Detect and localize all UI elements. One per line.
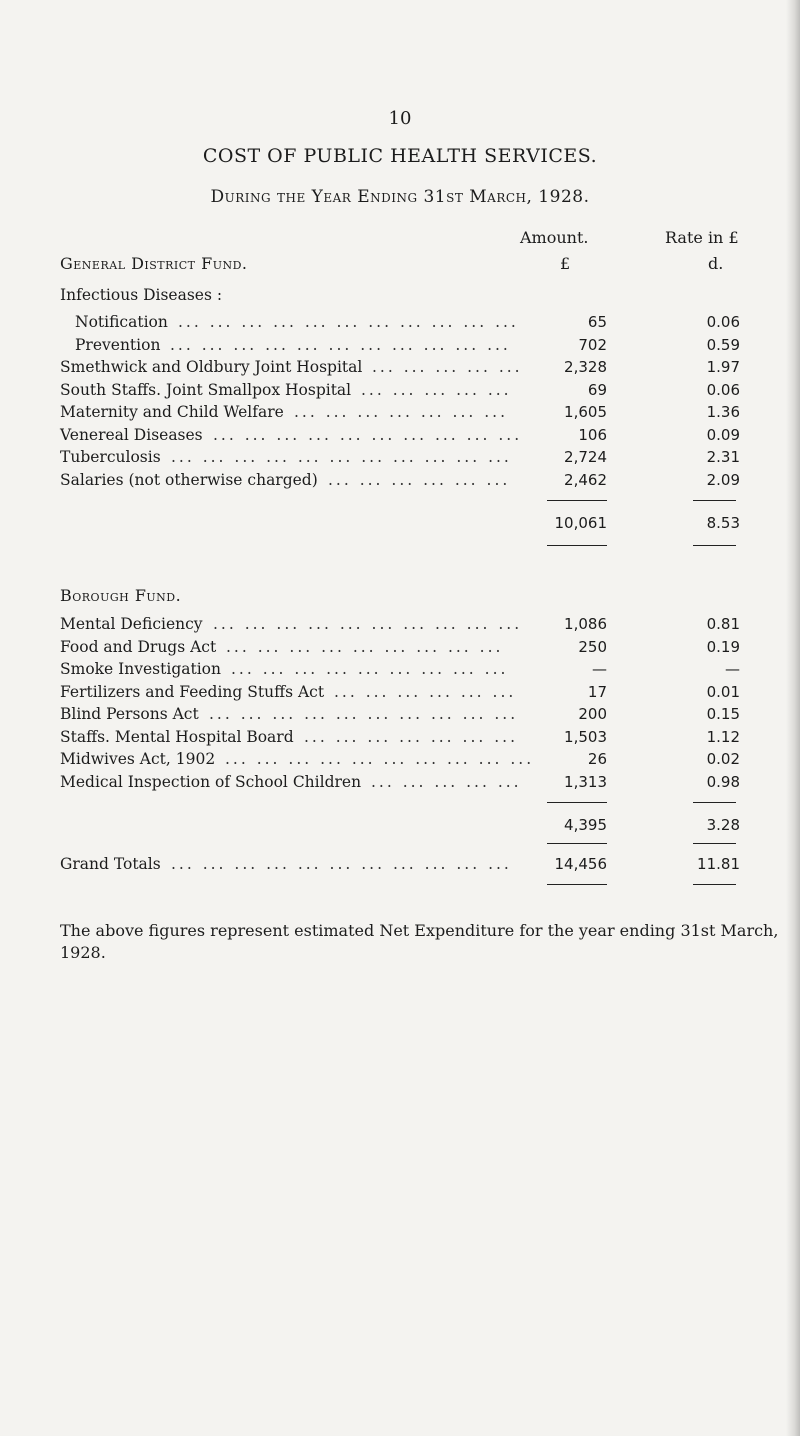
row-label: Staffs. Mental Hospital Board <box>60 727 294 746</box>
row-amount: 1,313 <box>564 772 607 791</box>
general-subtotal-rule-top-rate <box>693 500 736 501</box>
table-row <box>0 613 800 635</box>
row-amount: — <box>592 660 607 678</box>
infectious-diseases-label: Infectious Diseases : <box>60 286 223 304</box>
row-rate: 0.06 <box>706 313 740 331</box>
row-label: Venereal Diseases <box>60 425 203 444</box>
row-label: Prevention <box>75 335 161 354</box>
leader-dots: ... ... ... ... ... ... ... ... ... <box>231 660 509 678</box>
table-row <box>0 748 800 770</box>
table-row <box>0 334 800 356</box>
row-amount: 2,724 <box>564 448 607 466</box>
row-label: Midwives Act, 1902 <box>60 750 216 768</box>
leader-dots: ... ... ... ... ... ... ... ... ... ... <box>213 615 523 633</box>
row-amount: 1,605 <box>564 403 607 421</box>
grand-totals-rate: 11.81 <box>697 855 740 873</box>
general-fund-heading: General District Fund. <box>60 254 248 273</box>
page-subtitle: During the Year Ending 31st March, 1928. <box>210 187 590 207</box>
row-rate: 0.02 <box>706 750 740 768</box>
row-amount: 2,328 <box>564 358 607 376</box>
table-row <box>0 379 800 401</box>
table-row <box>0 726 800 748</box>
leader-dots: ... ... ... ... ... <box>371 772 522 791</box>
table-row <box>0 311 800 333</box>
table-row <box>0 401 800 423</box>
row-amount: 2,462 <box>564 470 607 489</box>
grand-total-rule-rate <box>693 884 736 885</box>
row-label: Smoke Investigation <box>60 660 221 678</box>
grand-totals-amount: 14,456 <box>554 855 607 873</box>
row-rate: 1.97 <box>706 358 740 376</box>
general-subtotal-rule-bottom-rate <box>693 545 736 546</box>
row-amount: 106 <box>578 425 607 444</box>
row-amount: 250 <box>578 637 607 656</box>
grand-totals-label: Grand Totals <box>60 855 161 873</box>
row-label: Smethwick and Oldbury Joint Hospital <box>60 358 363 376</box>
row-label: Fertilizers and Feeding Stuffs Act <box>60 682 325 701</box>
leader-dots: ... ... ... ... ... ... ... ... ... ... <box>225 750 535 768</box>
row-rate: 0.06 <box>706 380 740 399</box>
row-label: Salaries (not otherwise charged) <box>60 470 318 489</box>
row-rate: 0.19 <box>706 637 740 656</box>
row-amount: 702 <box>578 335 607 354</box>
borough-subtotal-rule-top-rate <box>693 802 736 803</box>
leader-dots: ... ... ... ... ... ... ... ... ... ... ... <box>171 855 512 873</box>
row-rate: 1.12 <box>706 727 740 746</box>
row-label: Tuberculosis <box>60 448 161 466</box>
general-subtotal-amount: 10,061 <box>554 514 607 532</box>
general-subtotal-rate: 8.53 <box>706 514 740 532</box>
row-amount: 26 <box>587 750 607 768</box>
table-row <box>0 636 800 658</box>
leader-dots: ... ... ... ... ... ... ... ... ... ... ... <box>170 335 511 354</box>
amount-unit: £ <box>560 254 571 273</box>
table-row <box>0 424 800 446</box>
row-label: Food and Drugs Act <box>60 637 217 656</box>
row-rate: 2.09 <box>706 470 740 489</box>
borough-subtotal-row <box>0 814 800 836</box>
leader-dots: ... ... ... ... ... ... ... ... ... ... ... <box>171 448 512 466</box>
leader-dots: ... ... ... ... ... ... <box>334 682 517 701</box>
row-rate: 0.98 <box>706 772 740 791</box>
leader-dots: ... ... ... ... ... <box>361 380 512 399</box>
general-subtotal-rule-bottom-amount <box>547 545 607 546</box>
row-label: South Staffs. Joint Smallpox Hospital <box>60 380 352 399</box>
borough-subtotal-rule-bottom-amount <box>547 843 607 844</box>
row-amount: 65 <box>587 313 607 331</box>
row-label: Maternity and Child Welfare <box>60 403 284 421</box>
row-rate: 0.15 <box>706 705 740 723</box>
footnote: The above figures represent estimated Net Expenditure for the year ending 31st March, 1928. <box>60 921 779 962</box>
table-row <box>0 658 800 680</box>
leader-dots: ... ... ... ... ... <box>372 358 523 376</box>
row-rate: 2.31 <box>706 448 740 466</box>
row-rate: 0.59 <box>706 335 740 354</box>
amount-header: Amount. <box>520 228 589 247</box>
rate-unit: d. <box>708 254 724 273</box>
general-subtotal-rule-top-amount <box>547 500 607 501</box>
row-amount: 1,086 <box>564 615 607 633</box>
leader-dots: ... ... ... ... ... ... ... ... ... ... <box>209 705 519 723</box>
page-title: COST OF PUBLIC HEALTH SERVICES. <box>202 145 598 167</box>
row-rate: 0.81 <box>706 615 740 633</box>
rate-header: Rate in £ <box>665 228 739 247</box>
row-amount: 17 <box>587 682 607 701</box>
table-row <box>0 356 800 378</box>
row-amount: 200 <box>578 705 607 723</box>
table-row <box>0 469 800 491</box>
leader-dots: ... ... ... ... ... ... ... <box>294 403 509 421</box>
borough-fund-heading: Borough Fund. <box>60 586 182 605</box>
row-rate: 0.09 <box>706 425 740 444</box>
row-rate: — <box>725 660 740 678</box>
leader-dots: ... ... ... ... ... ... <box>328 470 511 489</box>
borough-subtotal-rule-bottom-rate <box>693 843 736 844</box>
leader-dots: ... ... ... ... ... ... ... <box>304 727 519 746</box>
row-label: Mental Deficiency <box>60 615 203 633</box>
row-amount: 1,503 <box>564 727 607 746</box>
grand-total-rule-amount <box>547 884 607 885</box>
general-subtotal-row <box>0 512 800 534</box>
table-row <box>0 446 800 468</box>
table-row <box>0 771 800 793</box>
leader-dots: ... ... ... ... ... ... ... ... ... ... <box>213 425 523 444</box>
row-amount: 69 <box>587 380 607 399</box>
grand-totals-row <box>0 853 800 875</box>
row-rate: 0.01 <box>706 682 740 701</box>
leader-dots: ... ... ... ... ... ... ... ... ... <box>226 637 504 656</box>
table-row <box>0 681 800 703</box>
row-label: Blind Persons Act <box>60 705 199 723</box>
row-label: Medical Inspection of School Children <box>60 772 362 791</box>
row-label: Notification <box>75 313 168 331</box>
table-row <box>0 703 800 725</box>
borough-subtotal-rate: 3.28 <box>706 816 740 834</box>
row-rate: 1.36 <box>706 403 740 421</box>
page-number: 10 <box>388 108 412 129</box>
borough-subtotal-amount: 4,395 <box>564 816 607 834</box>
leader-dots: ... ... ... ... ... ... ... ... ... ... ... <box>178 313 519 331</box>
borough-subtotal-rule-top-amount <box>547 802 607 803</box>
